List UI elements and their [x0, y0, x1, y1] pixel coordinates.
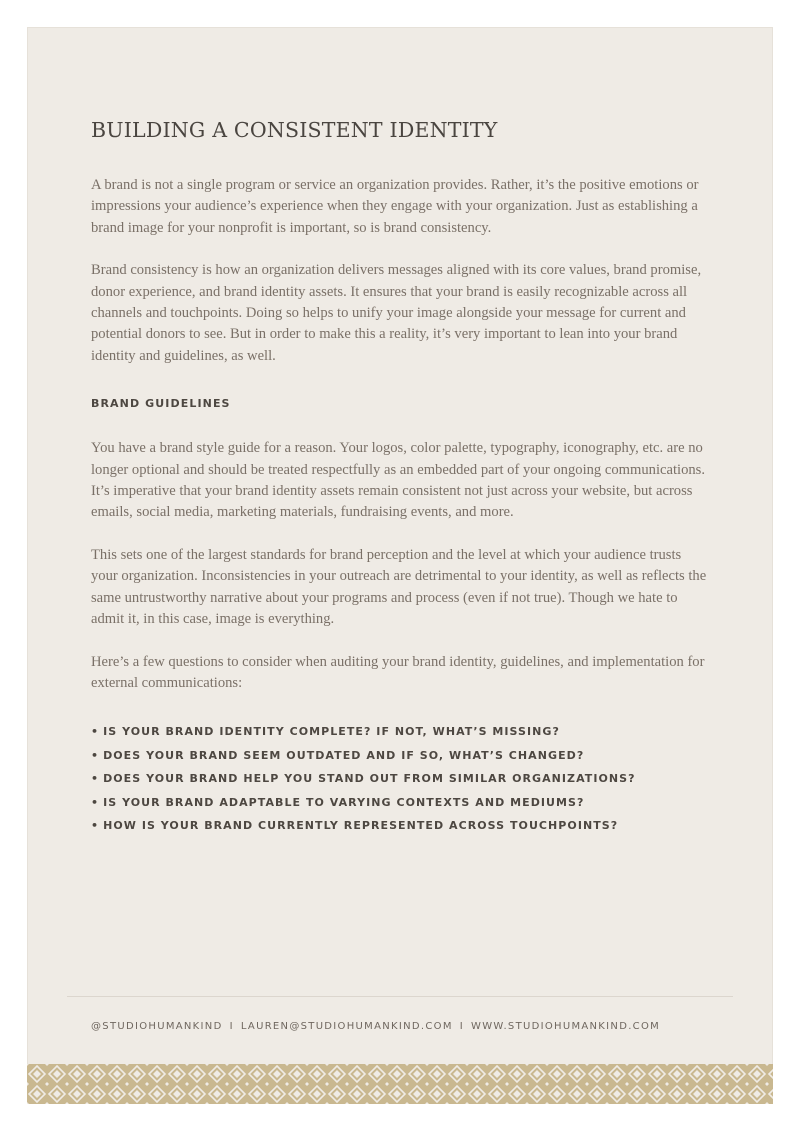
- footer-divider: [67, 996, 733, 997]
- page-title: BUILDING A CONSISTENT IDENTITY: [91, 118, 498, 142]
- list-item: • IS YOUR BRAND IDENTITY COMPLETE? IF NOT, WHAT’S MISSING?: [91, 725, 560, 739]
- document-page: [27, 27, 773, 1104]
- social-handle-link[interactable]: @STUDIOHUMANKIND: [91, 1021, 223, 1032]
- bullet-icon: •: [91, 795, 100, 809]
- website-link[interactable]: WWW.STUDIOHUMANKIND.COM: [471, 1021, 661, 1032]
- consistency-paragraph: Brand consistency is how an organization delivers messages aligned with its core values, brand promise, donor experience, and brand identity assets. It ensures that your brand is easily recognizable across all channels and touchpoints. Doing so helps to unify your image alongside your message for current and potential donors to see. But in order to make this a reality, it’s very important to lean into your brand identity and guidelines, as well.: [91, 262, 702, 364]
- list-item: • IS YOUR BRAND ADAPTABLE TO VARYING CONTEXTS AND MEDIUMS?: [91, 795, 585, 809]
- section-heading-brand-guidelines: BRAND GUIDELINES: [91, 397, 231, 411]
- footer-separator: I: [459, 1021, 465, 1032]
- bullet-icon: •: [91, 725, 100, 739]
- bullet-icon: •: [91, 772, 100, 786]
- main-content: [91, 115, 711, 838]
- question-list: [91, 720, 711, 838]
- email-link[interactable]: LAUREN@STUDIOHUMANKIND.COM: [240, 1021, 453, 1032]
- footer-separator: I: [229, 1021, 234, 1032]
- perception-paragraph: This sets one of the largest standards for brand perception and the level at which your audience trusts your organization. Inconsistencies in your outreach are detrimental to your identity, as well as reflects the same untrustworthy narrative about your programs and process (even if not true). Though we hate to admit it, in this case, image is everything.: [91, 546, 707, 628]
- list-item: • DOES YOUR BRAND SEEM OUTDATED AND IF SO, WHAT’S CHANGED?: [91, 748, 585, 762]
- list-item: • DOES YOUR BRAND HELP YOU STAND OUT FROM SIMILAR ORGANIZATIONS?: [91, 772, 636, 786]
- list-item: • HOW IS YOUR BRAND CURRENTLY REPRESENTED ACROSS TOUCHPOINTS?: [91, 819, 619, 833]
- intro-paragraph: A brand is not a single program or service an organization provides. Rather, it’s the positive emotions or impressions your audience’s experience when they engage with your organization. Just as establishing a brand image for your nonprofit is important, so is brand consistency.: [91, 177, 699, 236]
- footer-contact: [91, 1021, 731, 1032]
- bullet-icon: •: [91, 819, 100, 833]
- bullet-icon: •: [91, 748, 100, 762]
- questions-intro-paragraph: Here’s a few questions to consider when auditing your brand identity, guidelines, and implementation for external communications:: [91, 653, 705, 691]
- decorative-diamond-pattern: [27, 1064, 773, 1104]
- style-guide-paragraph: You have a brand style guide for a reason. Your logos, color palette, typography, iconography, etc. are no longer optional and should be treated respectfully as an embedded part of your ongoing communications. It’s imperative that your brand identity assets remain consistent not just across your website, but across emails, social media, marketing materials, fundraising events, and more.: [91, 440, 705, 521]
